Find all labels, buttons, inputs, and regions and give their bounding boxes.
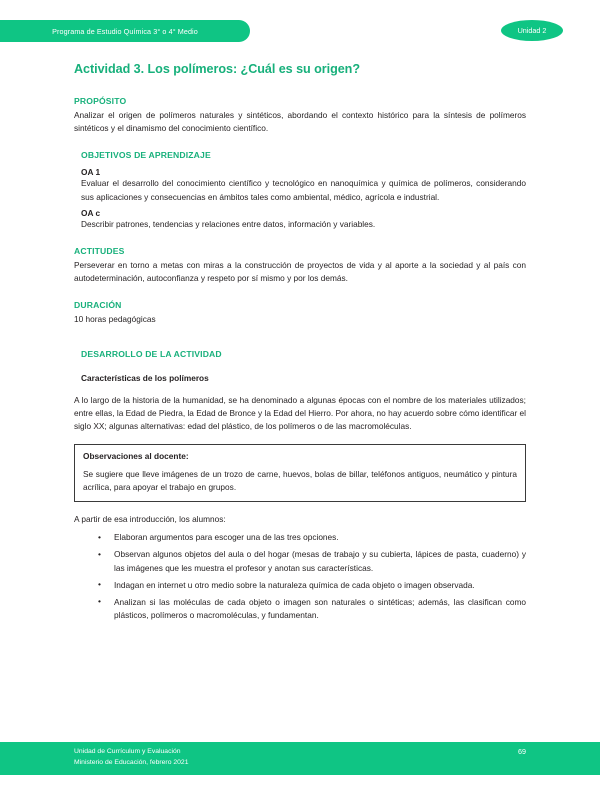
oac-label: OA c	[81, 207, 101, 218]
page-header	[0, 20, 600, 42]
list-item: • Indagan en internet u otro medio sobre la naturaleza química de cada objeto o imagen observada.	[74, 579, 526, 592]
duracion-body: 10 horas pedagógicas	[74, 314, 156, 325]
footer-page-number: 69	[518, 747, 526, 756]
section-heading-actitudes: ACTITUDES	[74, 246, 125, 257]
actitudes-body: Perseverar en torno a metas con miras a la construcción de proyectos de vida y al aporte a la sociedad y al país con autodeterminación, autoconfianza y respeto por sí mismo y por los demás.	[74, 260, 526, 284]
footer-line-2: Ministerio de Educación, febrero 2021	[74, 758, 189, 766]
section-heading-desarrollo: DESARROLLO DE LA ACTIVIDAD	[81, 348, 222, 359]
list-item: • Observan algunos objetos del aula o del hogar (mesas de trabajo y su cubierta, lápices de pasta, cuaderno) y las imágenes que les muestra el profesor y anotan sus características.	[74, 548, 526, 575]
header-banner	[0, 20, 250, 42]
section-heading-proposito: PROPÓSITO	[74, 96, 127, 106]
oa1-label: OA 1	[81, 167, 101, 178]
desarrollo-subheading: Características de los polímeros	[81, 372, 209, 383]
desarrollo-intro-paragraph: A lo largo de la historia de la humanidad, se ha denominado a algunas épocas con el nombre de los materiales utilizados; entre ellas, la Edad de Piedra, la Edad de Bronce y la Edad del Hierro. Por ahora, no hay acuerdo sobre cómo identificar el siglo XX; algunas alternativas: edad del plástico, de los polímeros o de las macromoléculas.	[74, 394, 526, 432]
footer-line-1: Unidad de Currículum y Evaluación	[74, 748, 181, 755]
document-content	[74, 62, 526, 626]
unit-badge-label: Unidad 2	[517, 26, 547, 35]
activity-bullet-list	[74, 531, 526, 622]
list-item: • Analizan si las moléculas de cada objeto o imagen son naturales o sintéticas; además, las clasifican como plásticos, polímeros o macromoléculas, y fundamentan.	[74, 596, 526, 623]
list-item: • Elaboran argumentos para escoger una de las tres opciones.	[74, 531, 526, 544]
proposito-body: Analizar el origen de polímeros naturales y sintéticos, abordando el contexto histórico para la síntesis de polímeros sintéticos y el dinamismo del conocimiento científico.	[74, 110, 526, 134]
page-footer	[0, 742, 600, 775]
section-heading-objetivos: OBJETIVOS DE APRENDIZAJE	[81, 150, 211, 161]
oac-body: Describir patrones, tendencias y relaciones entre datos, información y variables.	[81, 218, 376, 229]
page-title: Actividad 3. Los polímeros: ¿Cuál es su origen?	[74, 62, 360, 76]
footer-organization	[74, 747, 188, 768]
observaciones-title: Observaciones al docente:	[83, 451, 189, 462]
list-intro: A partir de esa introducción, los alumnos:	[74, 514, 226, 525]
oa1-body: Evaluar el desarrollo del conocimiento científico y tecnológico en nanoquímica y química de polímeros, considerando sus aplicaciones y consecuencias en ámbitos tales como ambiental, médico, agrícola e industrial.	[81, 178, 526, 202]
section-heading-duracion: DURACIÓN	[74, 300, 122, 311]
header-banner-label: Programa de Estudio Química 3° o 4° Medio	[52, 26, 198, 36]
observaciones-docente-box	[74, 444, 526, 502]
observaciones-body: Se sugiere que lleve imágenes de un trozo de carne, huevos, bolas de billar, teléfonos antiguos, neumático y pintura acrílica, para apoyar el trabajo en grupos.	[83, 469, 517, 493]
unit-badge	[501, 20, 563, 41]
